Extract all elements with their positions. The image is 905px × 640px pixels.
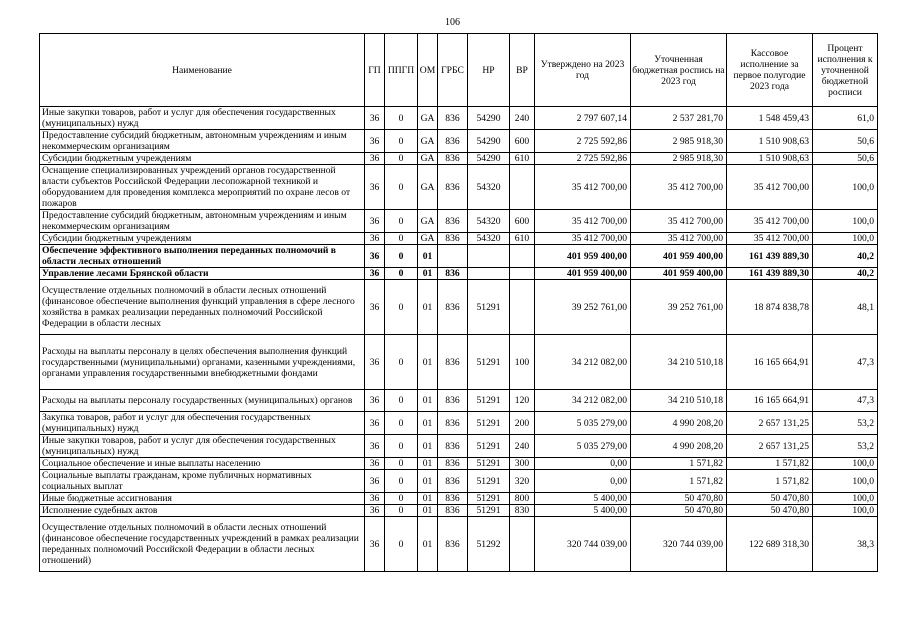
cell-percent: 100,0 <box>813 493 878 505</box>
header-name: Наименование <box>40 34 365 107</box>
cell-grbs: 836 <box>438 107 468 130</box>
cell-om: 01 <box>418 268 438 280</box>
cell-approved: 34 212 082,00 <box>535 335 631 390</box>
cell-grbs: 836 <box>438 335 468 390</box>
cell-vr <box>510 165 535 210</box>
cell-approved: 401 959 400,00 <box>535 245 631 268</box>
cell-percent: 50,6 <box>813 130 878 153</box>
cell-nr: 51291 <box>468 470 510 493</box>
cell-refined: 2 537 281,70 <box>631 107 727 130</box>
cell-ppgp: 0 <box>385 268 418 280</box>
cell-gp: 36 <box>365 210 385 233</box>
cell-grbs <box>438 245 468 268</box>
cell-approved: 2 725 592,86 <box>535 153 631 165</box>
table-row <box>40 210 878 233</box>
cell-gp: 36 <box>365 470 385 493</box>
cell-grbs: 836 <box>438 470 468 493</box>
cell-gp: 36 <box>365 505 385 517</box>
cell-grbs: 836 <box>438 153 468 165</box>
cell-ppgp: 0 <box>385 435 418 458</box>
cell-om: GA <box>418 153 438 165</box>
cell-name: Социальное обеспечение и иные выплаты населению <box>40 458 365 470</box>
cell-cash: 1 548 459,43 <box>727 107 813 130</box>
cell-vr: 200 <box>510 412 535 435</box>
cell-percent: 47,3 <box>813 390 878 412</box>
header-gp: ГП <box>365 34 385 107</box>
cell-gp: 36 <box>365 517 385 572</box>
cell-approved: 320 744 039,00 <box>535 517 631 572</box>
cell-approved: 34 212 082,00 <box>535 390 631 412</box>
cell-approved: 2 725 592,86 <box>535 130 631 153</box>
cell-vr <box>510 517 535 572</box>
cell-vr: 610 <box>510 153 535 165</box>
cell-grbs: 836 <box>438 390 468 412</box>
table-row <box>40 153 878 165</box>
cell-cash: 1 510 908,63 <box>727 130 813 153</box>
cell-name: Субсидии бюджетным учреждениям <box>40 153 365 165</box>
cell-grbs: 836 <box>438 435 468 458</box>
cell-gp: 36 <box>365 233 385 245</box>
cell-refined: 401 959 400,00 <box>631 245 727 268</box>
cell-nr: 51291 <box>468 493 510 505</box>
cell-vr: 240 <box>510 107 535 130</box>
table-row <box>40 517 878 572</box>
header-percent: Процент исполнения к уточненной бюджетной росписи <box>813 34 878 107</box>
cell-vr: 100 <box>510 335 535 390</box>
cell-name: Социальные выплаты гражданам, кроме публичных нормативных социальных выплат <box>40 470 365 493</box>
table-row <box>40 470 878 493</box>
cell-approved: 0,00 <box>535 458 631 470</box>
cell-gp: 36 <box>365 280 385 335</box>
cell-nr: 54290 <box>468 153 510 165</box>
cell-grbs: 836 <box>438 210 468 233</box>
page-number: 106 <box>445 17 460 28</box>
cell-percent: 38,3 <box>813 517 878 572</box>
header-ppgp: ППГП <box>385 34 418 107</box>
cell-vr: 610 <box>510 233 535 245</box>
cell-om: GA <box>418 130 438 153</box>
cell-cash: 2 657 131,25 <box>727 412 813 435</box>
cell-nr: 51292 <box>468 517 510 572</box>
cell-vr: 800 <box>510 493 535 505</box>
cell-grbs: 836 <box>438 517 468 572</box>
table-row <box>40 505 878 517</box>
cell-nr <box>468 245 510 268</box>
cell-refined: 35 412 700,00 <box>631 210 727 233</box>
cell-percent: 48,1 <box>813 280 878 335</box>
cell-om: 01 <box>418 505 438 517</box>
table-row <box>40 412 878 435</box>
cell-cash: 35 412 700,00 <box>727 210 813 233</box>
cell-ppgp: 0 <box>385 505 418 517</box>
cell-vr <box>510 245 535 268</box>
cell-nr: 51291 <box>468 435 510 458</box>
table-row <box>40 233 878 245</box>
cell-name: Расходы на выплаты персоналу в целях обеспечения выполнения функций государственными (муниципальными) органами, казенными учреждениями, органами управления государственными внебюджетными фондами <box>40 335 365 390</box>
header-approved: Утверждено на 2023 год <box>535 34 631 107</box>
cell-name: Осуществление отдельных полномочий в области лесных отношений (финансовое обеспечение государственных учреждений в рамках реализации переданных полномочий Российской Федерации в области лесных отношений) <box>40 517 365 572</box>
cell-refined: 1 571,82 <box>631 458 727 470</box>
cell-refined: 35 412 700,00 <box>631 233 727 245</box>
cell-cash: 35 412 700,00 <box>727 233 813 245</box>
cell-gp: 36 <box>365 245 385 268</box>
cell-vr: 830 <box>510 505 535 517</box>
cell-cash: 1 571,82 <box>727 458 813 470</box>
cell-cash: 161 439 889,30 <box>727 268 813 280</box>
cell-grbs: 836 <box>438 458 468 470</box>
cell-cash: 1 510 908,63 <box>727 153 813 165</box>
table-row <box>40 458 878 470</box>
cell-om: 01 <box>418 412 438 435</box>
cell-gp: 36 <box>365 165 385 210</box>
cell-refined: 2 985 918,30 <box>631 130 727 153</box>
cell-approved: 5 035 279,00 <box>535 412 631 435</box>
cell-cash: 16 165 664,91 <box>727 390 813 412</box>
table-row <box>40 165 878 210</box>
table-row <box>40 390 878 412</box>
cell-om: 01 <box>418 245 438 268</box>
cell-om: 01 <box>418 493 438 505</box>
cell-approved: 2 797 607,14 <box>535 107 631 130</box>
cell-vr: 320 <box>510 470 535 493</box>
cell-gp: 36 <box>365 153 385 165</box>
cell-grbs: 836 <box>438 505 468 517</box>
cell-nr: 54320 <box>468 233 510 245</box>
cell-om: GA <box>418 210 438 233</box>
cell-ppgp: 0 <box>385 458 418 470</box>
cell-gp: 36 <box>365 390 385 412</box>
header-grbs: ГРБС <box>438 34 468 107</box>
cell-refined: 39 252 761,00 <box>631 280 727 335</box>
cell-ppgp: 0 <box>385 412 418 435</box>
cell-cash: 1 571,82 <box>727 470 813 493</box>
cell-nr: 51291 <box>468 335 510 390</box>
cell-cash: 50 470,80 <box>727 505 813 517</box>
cell-gp: 36 <box>365 107 385 130</box>
table-row <box>40 130 878 153</box>
table-row <box>40 107 878 130</box>
cell-percent: 53,2 <box>813 412 878 435</box>
cell-om: GA <box>418 107 438 130</box>
cell-grbs: 836 <box>438 268 468 280</box>
cell-om: GA <box>418 233 438 245</box>
cell-grbs: 836 <box>438 130 468 153</box>
cell-cash: 122 689 318,30 <box>727 517 813 572</box>
cell-gp: 36 <box>365 335 385 390</box>
cell-refined: 1 571,82 <box>631 470 727 493</box>
cell-nr: 54320 <box>468 210 510 233</box>
cell-ppgp: 0 <box>385 245 418 268</box>
cell-name: Иные закупки товаров, работ и услуг для обеспечения государственных (муниципальных) нужд <box>40 435 365 458</box>
cell-ppgp: 0 <box>385 233 418 245</box>
cell-gp: 36 <box>365 493 385 505</box>
cell-percent: 100,0 <box>813 233 878 245</box>
cell-name: Обеспечение эффективного выполнения переданных полномочий в области лесных отношений <box>40 245 365 268</box>
cell-grbs: 836 <box>438 280 468 335</box>
cell-refined: 4 990 208,20 <box>631 412 727 435</box>
cell-vr: 600 <box>510 130 535 153</box>
budget-table <box>39 33 878 572</box>
cell-percent: 100,0 <box>813 470 878 493</box>
cell-ppgp: 0 <box>385 280 418 335</box>
cell-grbs: 836 <box>438 493 468 505</box>
cell-vr: 240 <box>510 435 535 458</box>
cell-approved: 401 959 400,00 <box>535 268 631 280</box>
cell-name: Предоставление субсидий бюджетным, автономным учреждениям и иным некоммерческим организациям <box>40 130 365 153</box>
cell-grbs: 836 <box>438 233 468 245</box>
cell-vr: 120 <box>510 390 535 412</box>
header-om: ОМ <box>418 34 438 107</box>
cell-vr: 300 <box>510 458 535 470</box>
cell-approved: 35 412 700,00 <box>535 210 631 233</box>
cell-nr: 54290 <box>468 107 510 130</box>
table-row <box>40 493 878 505</box>
cell-percent: 50,6 <box>813 153 878 165</box>
cell-approved: 5 400,00 <box>535 493 631 505</box>
cell-cash: 2 657 131,25 <box>727 435 813 458</box>
cell-cash: 16 165 664,91 <box>727 335 813 390</box>
cell-refined: 34 210 510,18 <box>631 335 727 390</box>
cell-ppgp: 0 <box>385 153 418 165</box>
cell-cash: 161 439 889,30 <box>727 245 813 268</box>
header-cash: Кассовое исполнение за первое полугодие 2023 года <box>727 34 813 107</box>
cell-om: 01 <box>418 470 438 493</box>
cell-refined: 34 210 510,18 <box>631 390 727 412</box>
header-vr: ВР <box>510 34 535 107</box>
cell-refined: 401 959 400,00 <box>631 268 727 280</box>
cell-percent: 100,0 <box>813 458 878 470</box>
cell-nr: 51291 <box>468 280 510 335</box>
cell-ppgp: 0 <box>385 130 418 153</box>
cell-name: Расходы на выплаты персоналу государственных (муниципальных) органов <box>40 390 365 412</box>
cell-approved: 35 412 700,00 <box>535 165 631 210</box>
cell-approved: 5 035 279,00 <box>535 435 631 458</box>
cell-ppgp: 0 <box>385 210 418 233</box>
cell-name: Управление лесами Брянской области <box>40 268 365 280</box>
cell-percent: 40,2 <box>813 245 878 268</box>
cell-gp: 36 <box>365 412 385 435</box>
table-row <box>40 335 878 390</box>
cell-gp: 36 <box>365 458 385 470</box>
cell-refined: 320 744 039,00 <box>631 517 727 572</box>
cell-name: Иные бюджетные ассигнования <box>40 493 365 505</box>
table-row <box>40 435 878 458</box>
cell-ppgp: 0 <box>385 470 418 493</box>
cell-name: Предоставление субсидий бюджетным, автономным учреждениям и иным некоммерческим организациям <box>40 210 365 233</box>
cell-gp: 36 <box>365 435 385 458</box>
cell-cash: 35 412 700,00 <box>727 165 813 210</box>
cell-om: 01 <box>418 517 438 572</box>
cell-om: 01 <box>418 458 438 470</box>
cell-gp: 36 <box>365 130 385 153</box>
cell-nr <box>468 268 510 280</box>
cell-name: Исполнение судебных актов <box>40 505 365 517</box>
table-row <box>40 280 878 335</box>
cell-refined: 35 412 700,00 <box>631 165 727 210</box>
cell-nr: 51291 <box>468 412 510 435</box>
cell-approved: 39 252 761,00 <box>535 280 631 335</box>
table-row <box>40 245 878 268</box>
cell-cash: 50 470,80 <box>727 493 813 505</box>
cell-percent: 40,2 <box>813 268 878 280</box>
cell-ppgp: 0 <box>385 390 418 412</box>
cell-nr: 54320 <box>468 165 510 210</box>
cell-percent: 100,0 <box>813 165 878 210</box>
cell-om: 01 <box>418 390 438 412</box>
cell-name: Оснащение специализированных учреждений органов государственной власти субъектов Российской Федерации лесопожарной техникой и оборудованием для проведения комплекса мероприятий по охране лесов от пожаров <box>40 165 365 210</box>
cell-approved: 5 400,00 <box>535 505 631 517</box>
table-header-row <box>40 34 878 107</box>
cell-ppgp: 0 <box>385 107 418 130</box>
cell-approved: 0,00 <box>535 470 631 493</box>
header-refined: Уточненная бюджетная роспись на 2023 год <box>631 34 727 107</box>
cell-refined: 2 985 918,30 <box>631 153 727 165</box>
cell-ppgp: 0 <box>385 335 418 390</box>
cell-approved: 35 412 700,00 <box>535 233 631 245</box>
cell-ppgp: 0 <box>385 517 418 572</box>
cell-gp: 36 <box>365 268 385 280</box>
cell-percent: 61,0 <box>813 107 878 130</box>
cell-om: 01 <box>418 280 438 335</box>
cell-percent: 100,0 <box>813 210 878 233</box>
cell-om: GA <box>418 165 438 210</box>
cell-cash: 18 874 838,78 <box>727 280 813 335</box>
cell-percent: 47,3 <box>813 335 878 390</box>
cell-ppgp: 0 <box>385 165 418 210</box>
cell-name: Субсидии бюджетным учреждениям <box>40 233 365 245</box>
cell-percent: 53,2 <box>813 435 878 458</box>
cell-nr: 51291 <box>468 505 510 517</box>
cell-refined: 50 470,80 <box>631 493 727 505</box>
cell-vr <box>510 280 535 335</box>
cell-grbs: 836 <box>438 412 468 435</box>
cell-nr: 51291 <box>468 458 510 470</box>
cell-nr: 54290 <box>468 130 510 153</box>
cell-name: Иные закупки товаров, работ и услуг для обеспечения государственных (муниципальных) нужд <box>40 107 365 130</box>
cell-nr: 51291 <box>468 390 510 412</box>
cell-ppgp: 0 <box>385 493 418 505</box>
header-nr: НР <box>468 34 510 107</box>
cell-name: Закупка товаров, работ и услуг для обеспечения государственных (муниципальных) нужд <box>40 412 365 435</box>
cell-name: Осуществление отдельных полномочий в области лесных отношений (финансовое обеспечение выполнения функций управления в сфере лесного хозяйства в рамках реализации переданных полномочий Российской Федерации в области лесных <box>40 280 365 335</box>
cell-vr <box>510 268 535 280</box>
cell-vr: 600 <box>510 210 535 233</box>
cell-refined: 50 470,80 <box>631 505 727 517</box>
cell-om: 01 <box>418 435 438 458</box>
cell-refined: 4 990 208,20 <box>631 435 727 458</box>
cell-percent: 100,0 <box>813 505 878 517</box>
table-row <box>40 268 878 280</box>
cell-grbs: 836 <box>438 165 468 210</box>
cell-om: 01 <box>418 335 438 390</box>
